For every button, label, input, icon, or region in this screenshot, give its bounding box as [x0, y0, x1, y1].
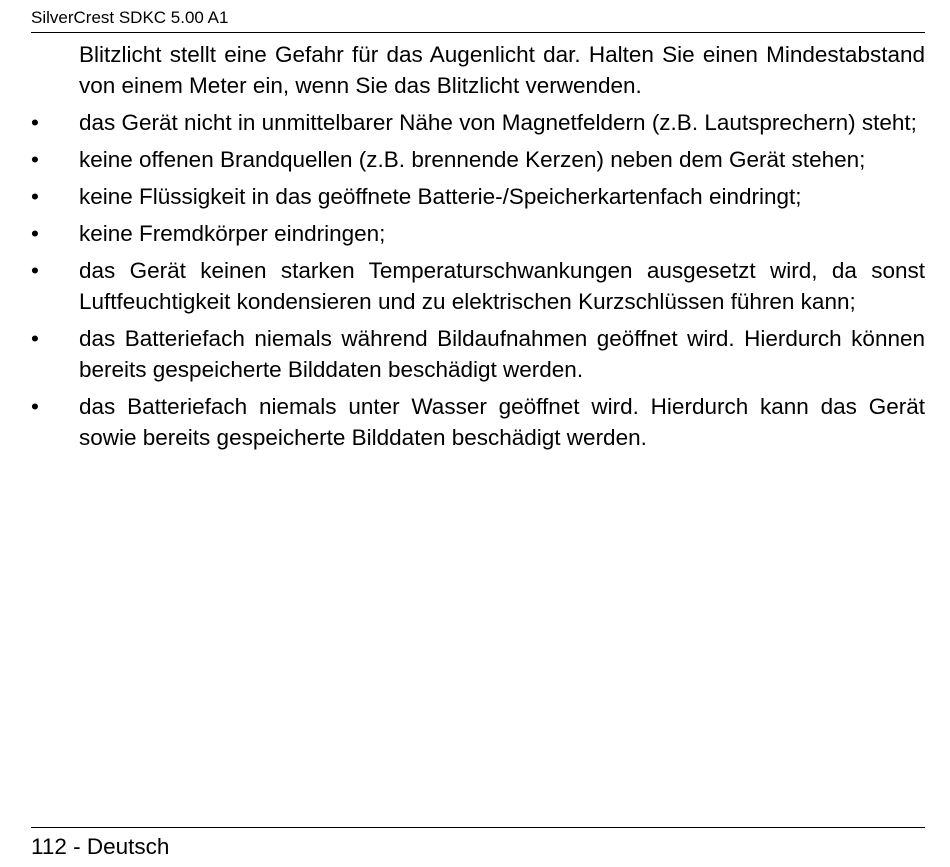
- bullet-icon: •: [31, 147, 39, 172]
- list-item: [31, 107, 925, 138]
- list-item: [31, 323, 925, 385]
- list-item: [31, 181, 925, 212]
- list-item: [31, 144, 925, 175]
- list-item: [31, 391, 925, 453]
- list-item-text: das Gerät keinen starken Temperaturschwankungen ausgesetzt wird, da sonst Luftfeuchtigkeit kondensieren und zu elektrischen Kurzschlüssen führen kann;: [79, 258, 925, 314]
- list-item-text: keine Flüssigkeit in das geöffnete Batterie-/Speicherkartenfach eindringt;: [79, 184, 802, 209]
- list-item-text: das Batteriefach niemals während Bildaufnahmen geöffnet wird. Hierdurch können bereits gespeicherte Bilddaten beschädigt werden.: [79, 326, 925, 382]
- page-body: [31, 39, 925, 459]
- footer-divider: [31, 827, 925, 828]
- bullet-icon: •: [31, 394, 39, 419]
- bullet-list: [31, 107, 925, 453]
- bullet-icon: •: [31, 258, 39, 283]
- intro-paragraph: Blitzlicht stellt eine Gefahr für das Augenlicht dar. Halten Sie einen Mindestabstand von einem Meter ein, wenn Sie das Blitzlicht verwenden.: [79, 42, 925, 98]
- bullet-icon: •: [31, 221, 39, 246]
- page-footer: [31, 832, 169, 862]
- bullet-icon: •: [31, 326, 39, 351]
- list-item-text: keine offenen Brandquellen (z.B. brennende Kerzen) neben dem Gerät stehen;: [79, 147, 866, 172]
- list-item-text: keine Fremdkörper eindringen;: [79, 221, 386, 246]
- list-item-text: das Batteriefach niemals unter Wasser geöffnet wird. Hierdurch kann das Gerät sowie bereits gespeicherte Bilddaten beschädigt werden.: [79, 394, 925, 450]
- list-item: [31, 255, 925, 317]
- list-item: [31, 218, 925, 249]
- list-item-text: das Gerät nicht in unmittelbarer Nähe von Magnetfeldern (z.B. Lautsprechern) steht;: [79, 110, 917, 135]
- bullet-icon: •: [31, 184, 39, 209]
- header-title: SilverCrest SDKC 5.00 A1: [31, 8, 229, 27]
- page-number-label: 112 - Deutsch: [31, 834, 170, 859]
- page-header: [31, 6, 925, 33]
- bullet-icon: •: [31, 110, 39, 135]
